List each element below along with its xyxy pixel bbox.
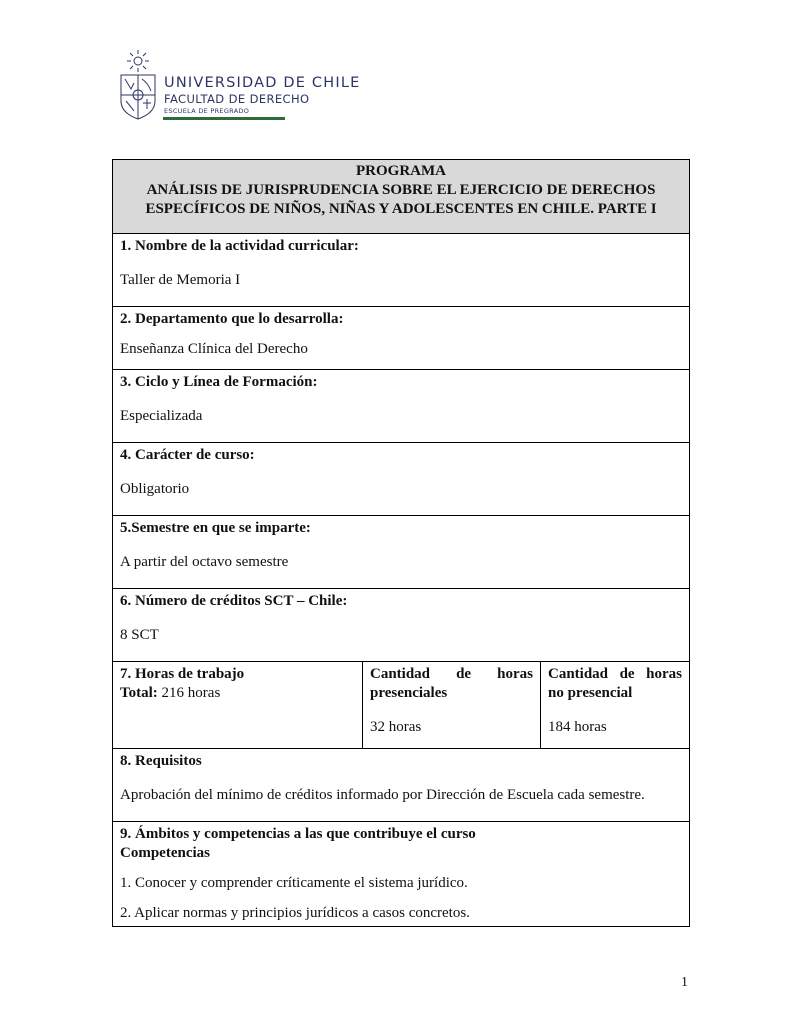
program-title-line-1: ANÁLISIS DE JURISPRUDENCIA SOBRE EL EJERCICIO DE DERECHOS <box>146 182 656 198</box>
university-crest-icon <box>118 49 158 121</box>
section-4-label: 4. Carácter de curso: <box>120 447 255 463</box>
section-5-row <box>113 516 690 589</box>
section-9-label: 9. Ámbitos y competencias a las que contribuye el curso <box>120 826 476 842</box>
total-hours-label: Total: <box>120 685 158 701</box>
program-table <box>112 159 690 927</box>
no-presencial-hours-value: 184 horas <box>548 719 607 735</box>
work-hours-cell <box>113 662 363 749</box>
section-5-label: 5.Semestre en que se imparte: <box>120 520 311 536</box>
competency-item: 1. Conocer y comprender críticamente el sistema jurídico. <box>120 875 468 891</box>
school-name: ESCUELA DE PREGRADO <box>164 107 250 115</box>
section-2-value: Enseñanza Clínica del Derecho <box>120 341 308 357</box>
section-4-value: Obligatorio <box>120 481 190 497</box>
program-title-cell <box>113 160 690 234</box>
total-hours-value: 216 horas <box>157 685 221 701</box>
presencial-label-line-1: Cantidad de horas <box>370 666 533 682</box>
presencial-hours-value: 32 horas <box>370 719 422 735</box>
page-number: 1 <box>681 975 688 990</box>
program-heading: PROGRAMA <box>356 163 446 179</box>
total-hours <box>120 684 355 703</box>
no-presencial-label-line-2: no presencial <box>548 685 633 701</box>
section-6-label: 6. Número de créditos SCT – Chile: <box>120 593 348 609</box>
section-3-value: Especializada <box>120 408 203 424</box>
presencial-hours-cell <box>363 662 541 749</box>
section-1-label: 1. Nombre de la actividad curricular: <box>120 238 359 254</box>
section-9-row <box>113 822 690 927</box>
section-1-value: Taller de Memoria I <box>120 272 241 288</box>
faculty-name: FACULTAD DE DERECHO <box>164 92 310 106</box>
letterhead <box>112 45 361 125</box>
brand-divider <box>163 117 285 120</box>
program-title-row <box>113 160 690 234</box>
section-2-row <box>113 307 690 370</box>
section-2-label: 2. Departamento que lo desarrolla: <box>120 311 344 327</box>
no-presencial-hours-cell <box>541 662 690 749</box>
section-9-sublabel: Competencias <box>120 845 210 861</box>
program-title-line-2: ESPECÍFICOS DE NIÑOS, NIÑAS Y ADOLESCENTES EN CHILE. PARTE I <box>145 201 657 217</box>
no-presencial-label-line-1: Cantidad de horas <box>548 666 682 682</box>
section-1-row <box>113 234 690 307</box>
section-4-row <box>113 443 690 516</box>
section-3-label: 3. Ciclo y Línea de Formación: <box>120 374 318 390</box>
university-name: UNIVERSIDAD DE CHILE <box>164 75 361 91</box>
section-7-row <box>113 662 690 749</box>
section-6-value: 8 SCT <box>120 627 159 643</box>
section-6-row <box>113 589 690 662</box>
section-8-label: 8. Requisitos <box>120 753 202 769</box>
section-8-value: Aprobación del mínimo de créditos informado por Dirección de Escuela cada semestre. <box>120 787 645 803</box>
section-3-row <box>113 370 690 443</box>
section-5-value: A partir del octavo semestre <box>120 554 289 570</box>
section-7-label: 7. Horas de trabajo <box>120 666 245 682</box>
section-8-row <box>113 749 690 822</box>
competency-item: 2. Aplicar normas y principios jurídicos a casos concretos. <box>120 905 470 921</box>
presencial-label-line-2: presenciales <box>370 685 448 701</box>
